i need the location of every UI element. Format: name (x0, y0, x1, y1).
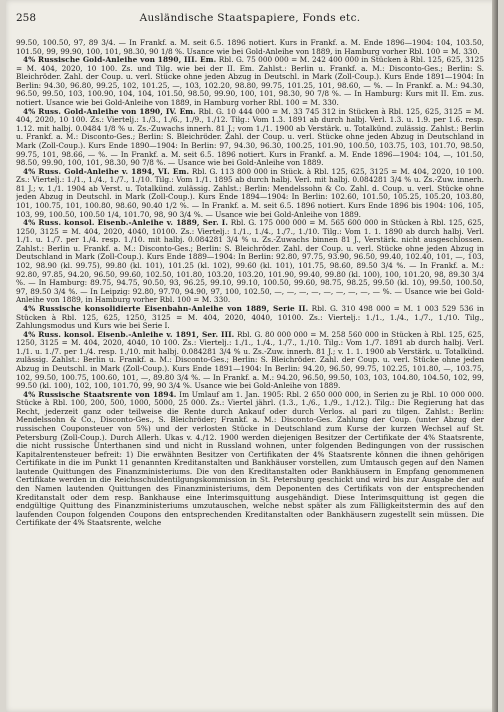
page-header (16, 12, 484, 26)
entry-text: Rbl. G. 75 000 000 = M. 242 400 000 in Stücken à Rbl. 125, 625, 3125 = M. 404, 2020, 10 100. Zs. und Tilg. wie bei der II. Em. Zahlst.: Berlin u. Frankf. a. M.: Disconto-Ges.; Berlin: S. Bleichröder. Zahl. der Coup. u. verl. Stücke ohne jeden Abzug in Deutschl. in Mark (Zoll-Coup.). Kurs Ende 1891—1904: In Berlin: 94.30, 96.80, 99.25, 102, 101.25, —, 103, 102.20, 98.80, 99.75, 101.25, 101, 98.60, — %. — In Frankf. a. M.: 94.30, 96.50, 99.50, 103, 100.90, 104, 104, 101.50, 98.50, 99.90, 100, 101, 98.30, 90 7/8 %. — In Hamburg: Kurs mit II. Em. zus. notiert. Usance wie bei Gold-Anleihe von 1889, in Hamburg vorher Rbl. 100 = M. 330. (16, 55, 484, 108)
document-page (6, 0, 498, 712)
bond-entry (16, 168, 484, 219)
entry-heading: 4% Russ. Gold-Anleihe von 1890, IV. Em. (23, 106, 196, 116)
page-number: 258 (16, 12, 37, 24)
entry-text: Rbl. G. 175 000 000 = M. 565 600 000 in Stücken à Rbl. 125, 625, 1250, 3125 = M. 404, 2020, 4040, 10100. Zs.: Viertelj.: 1./1., 1./4., 1./7., 1./10. Tilg.: Vom 1. 1. 1890 ab durch halbj. Verl. 1./1. u. 1./7. per 1./4. resp. 1./10. mit halbj. 0.084281 3/4 % u. Zs.-Zuwachs binnen 81 J., Verstärk. nicht ausgeschlossen. Zahlst.: Berlin u. Frankf. a. M.: Disconto-Ges.; Berlin: S. Bleichröder. Zahl. der Coup. u. verl. Stücke ohne jeden Abzug in Deutschland in Mark (Zoll-Coup.). Kurs Ende 1889—1904: In Berlin: 92.80, 97.75, 93.90, 96.50, 99.40, 102.40, 101, —, 103, 102, 98.90 (kl. 99.75), 99.80 (kl. 101), 101.25 (kl. 102), 99.60 (kl. 101), 101.75, 98.60, 89.50 3/4 %. — In Frankf. a. M.: 92.80, 97.85, 94.20, 96.50, 99.60, 102.50, 101.80, 103.20, 103.20, 101.90, 99.40, 99.80 (kl. 100), 100, 101.20, 98, 89.30 3/4 %. — In Hamburg: 89.75, 94.75, 90.50, 93, 96.25, 99.10, 99.10, 100.50, 99.60, 98.75, 98.25, 99.50 (kl. 10), 99.50, 100.50, 97, 89.50 3/4 %. — In Leipzig: 92.80, 97.70, 94.90, 97, 100, 102.50, —, —, —, —, —, —, —, —, — %. — Usance wie bei Gold-Anleihe von 1889, in Hamburg vorher Rbl. 100 = M. 330. (16, 218, 484, 305)
entry-text: Im Umlauf am 1. Jan. 1905: Rbl. 2 650 000 000, in Serien zu je Rbl. 10 000 000. Stücke à Rbl. 100, 200, 500, 1000, 5000, 25 000. Zs.: Viertel jährl. (1.3., 1./6., 1./9., 1./12.). Tilg.: Die Regierung hat das Recht, jederzeit ganz oder teilweise die Rente durch Ankauf oder durch Verlos. al pari zu tilgen. Zahlst.: Berlin: Mendelssohn & Co., Disconto-Ges., S. Bleichröder; Frankf. a. M.: Disconto-Ges. Zahlung der Coup. (unter Abzug der russischen Couponsteuer von 5%) und der verlosten Stücke in Deutschland zum Kurse der kurzen Wechsel auf St. Petersburg (Zoll-Coup.). Durch Allerh. Ukas v. 4./12. 1900 werden diejenigen Besitzer der Certifikate der 4% Staatsrente, die nicht russische Unterthanen sind und nicht in Russland wohnen, unter folgenden Bedingungen von der russischen Kapitalrentensteuer befreit: 1) Die erwähnten Besitzer von Certifikaten der 4% Staatsrente können die ihnen gehörigen Certifikate in die im Punkt 11 genannten Kreditanstalten und Bankhäuser vorstellen, zum Umtausch gegen auf den Namen lautende Quittungen des Finanzministeriums. Die von den Kreditanstalten oder Bankhäusern in Empfang genommenen Certifikate werden in die Reichsschuldentilgungskommission in St. Petersburg geschickt und wird bis zur Ausgabe der auf den Namen lautenden Quittungen des Finanzministeriums, dem Deponenten des Certifikats von der entsprechenden Kreditanstalt oder dem resp. Bankhause eine Interimsquittung ausgehändigt. Diese Interimsquittung ist gegen die endgültige Quittung des Finanzministeriums umzutauschen, welche nebst später als zum Fälligkeitstermin des auf den laufenden Coupon folgenden Coupons den entsprechenden Kreditanstalten oder Bankhäusern zugestellt sein müssen. Die Certifikate der 4% Staatsrente, welche (16, 389, 484, 528)
entry-text: Rbl. G. 310 498 000 = M. 1 003 529 536 in Stücken à Rbl. 125, 625, 1250, 3125 = M. 404, 2020, 4040, 10100. Zs.: Viertelj.: 1./1., 1./4., 1./7., 1./10. Tilg., Zahlungsmodus und Kurs wie bei Serie I. (16, 303, 484, 331)
entry-text: Rbl. G. 10 444 000 = M. 33 745 312 in Stücken à Rbl. 125, 625, 3125 = M. 404, 2020, 10 100. Zs.: Viertelj.: 1./3., 1./6., 1./9., 1./12. Tilg.: Vom 1.3. 1891 ab durch halbj. Verl. 1.3. u. 1.9. per 1.6. resp. 1.12. mit halbj. 0.0484 1/8 % u. Zs.-Zuwachs innerh. 81 J.; vom 1./1. 1900 ab Verstärk. u. Totalkünd. zulässig. Zahlst.: Berlin u. Frankf. a. M.: Disconto-Ges.; Berlin: S. Bleichröder. Zahl. der Coup. u. verl. Stücke ohne jeden Abzug in Deutschland in Mark (Zoll-Coup.). Kurs Ende 1890—1904: In Berlin: 97, 94.30, 96.30, 100.25, 101.90, 100.50, 103.75, 103, 101.70, 98.50, 99.75, 101, 98.66, — %. — In Frankf. a. M. seit 6.5. 1896 notiert. Kurs in Frankf. a. M. Ende 1896—1904: 104, —, 101.50, 98.50, 99.90, 100, 101, 98.30, 90 7/8 %. — Usance wie bei Gold-Anleihe von 1889. (16, 106, 484, 168)
binding-shadow (492, 0, 498, 712)
bond-entry (16, 56, 484, 107)
entry-text: Rbl. G. 80 000 000 = M. 258 560 000 in Stücken à Rbl. 125, 625, 1250, 3125 = M. 404, 2020, 4040, 10 100. Zs.: Viertelj.: 1./1., 1./4., 1./7., 1./10. Tilg.: Vom 1./7. 1891 ab durch halbj. Verl. 1./1. u. 1./7. per 1./4. resp. 1./10. mit halbj. 0.084281 3/4 % u. Zs.-Zuw. innerh. 81 J.; v. 1. 1. 1900 ab Verstärk. u. Totalkünd. zulässig. Zahlst.: Berlin u. Frankf. a. M.: Disconto-Ges.; Berlin: S. Bleichröder. Zahl. der Coup. u. verl. Stücke ohne jeden Abzug in Deutschl. in Mark (Zoll-Coup.). Kurs Ende 1891—1904: In Berlin: 94.20, 96.50, 99.75, 102.25, 101.80, —, 103.75, 102, 99.50, 100.75, 100.60, 101, —, 89.80 3/4 %. — In Frankf. a. M.: 94.20, 96.50, 99.50, 103, 103, 104.80, 104.50, 102, 99, 99.50 (kl. 100), 102, 100, 101.70, 99, 90 3/4 %. Usance wie bei Gold-Anleihe von 1889. (16, 329, 484, 391)
text-body (16, 39, 484, 704)
entry-text: Rbl. G. 113 800 000 in Stück. à Rbl. 125, 625, 3125 = M. 404, 2020, 10 100. Zs.: Viertelj.: 1./1., 1./4., 1./7., 1./10. Tilg.: Vom 1./1. 1895 ab durch halbj. Verl. mit halbj. 0.084281 3/4 % u. Zs.-Zuw. innerh. 81 J.; v. 1./1. 1904 ab Verst. u. Totalkünd. zulässig. Zahlst.: Berlin: Mendelssohn & Co. Zahl. d. Coup. u. verl. Stücke ohne jeden Abzug in Deutschl. in Mark (Zoll-Coup.). Kurs Ende 1894—1904: In Berlin: 102.60, 101.50, 105.25, 105.20, 103.80, 101, 100.75, 101, 100.80, 98.60, 90.40 1/2 %. — In Frankf. a. M. seit 6.5. 1896 notiert. Kurs Ende 1896 bis 1904: 106, 105, 103, 99, 100.50, 100.50 1/4, 101.70, 98, 90 3/4 %. — Usance wie bei Gold-Anleihe von 1889. (16, 166, 484, 219)
running-title: Ausländische Staatspapiere, Fonds etc. (139, 12, 361, 24)
entry-heading: 4% Russische Gold-Anleihe von 1890, III. Em. (23, 55, 217, 65)
bond-entry (16, 219, 484, 305)
entry-heading: 4% Russische Staatsrente von 1894. (23, 389, 177, 399)
bond-entry (16, 391, 484, 528)
bond-entry (16, 331, 484, 391)
bond-entry (16, 305, 484, 331)
entry-heading: 4% Russ. konsol. Eisenb.-Anleihe v. 1891, Ser. III. (23, 329, 235, 339)
continuation-paragraph: 99.50, 100.50, 97, 89 3/4. — In Frankf. a. M. seit 6.5. 1896 notiert. Kurs in Frankf. a. M. Ende 1896—1904: 104, 103.50, 101.50, 99, 99.90, 100, 101, 98.30, 90 1/8 %. Usance wie bei Gold-Anleihe von 1889, in Hamburg vorher Rbl. 100 = M. 330. (16, 39, 484, 56)
entry-heading: 4% Russische konsolidierte Eisenbahn-Anleihe von 1889, Serie II. (23, 303, 309, 313)
entry-heading: 4% Russ. konsol. Eisenb.-Anleihe v. 1889, Ser. I. (23, 218, 228, 228)
entry-heading: 4% Russ. Gold-Anleihe v. 1894, VI. Em. (23, 166, 190, 176)
bond-entry (16, 108, 484, 168)
